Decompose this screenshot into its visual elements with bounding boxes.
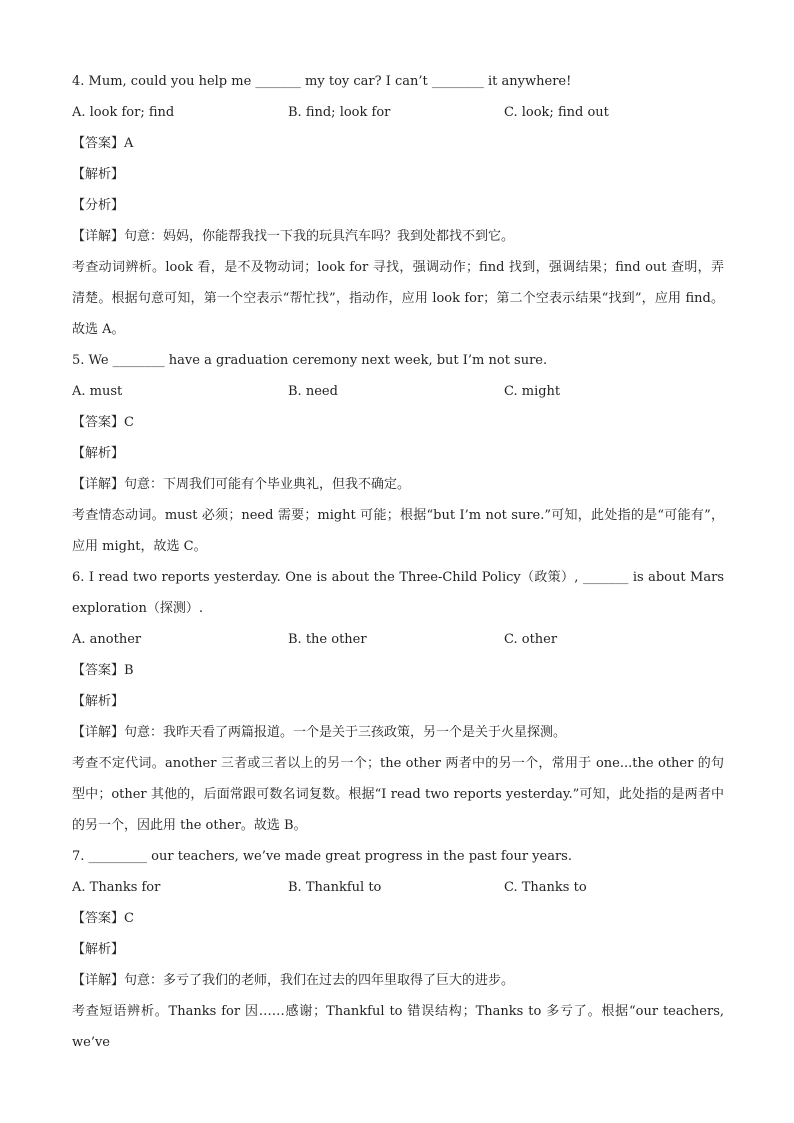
detail-text: 句意：我昨天看了两篇报道。一个是关于三孩政策，另一个是关于火星探测。 [124, 725, 567, 740]
answer-value: A [124, 136, 134, 151]
question-6-stem: 6. I read two reports yesterday. One is about the Three-Child Policy（政策）, _______ is about Mars exploration（探测）. [72, 570, 724, 616]
question-7-stem: 7. _________ our teachers, we’ve made great progress in the past four years. [72, 849, 572, 864]
detail-tag: 【详解】 [72, 973, 125, 988]
detail-text: 句意：妈妈，你能帮我找一下我的玩具汽车吗？我到处都找不到它。 [124, 229, 515, 244]
detail-tag: 【详解】 [72, 477, 125, 492]
explanation-text: 考查情态动词。must 必须；need 需要；might 可能；根据“but I’m not sure.”可知，此处指的是“可能有”，应用 might，故选 C。 [72, 508, 724, 554]
question-6-options [72, 624, 724, 655]
question-5-options [72, 376, 724, 407]
document-page [72, 66, 724, 1058]
answer-line [72, 655, 724, 686]
option-b: B. need [288, 384, 338, 399]
question-5-stem: 5. We ________ have a graduation ceremony next week, but I’m not sure. [72, 353, 548, 368]
detail-line [72, 221, 724, 252]
detail-text: 句意：多亏了我们的老师，我们在过去的四年里取得了巨大的进步。 [124, 973, 515, 988]
answer-line [72, 903, 724, 934]
answer-tag: 【答案】 [72, 663, 125, 678]
explanation-text: 考查动词辨析。look 看，是不及物动词；look for 寻找，强调动作；find 找到，强调结果；find out 查明，弄清楚。根据句意可知，第一个空表示“帮忙找”，指动作，应用 look for；第二个空表示结果“找到”，应用 find。故选 A。 [72, 260, 724, 337]
option-c: C. look; find out [504, 105, 609, 120]
fenxi-tag: 【分析】 [72, 198, 125, 213]
option-b: B. the other [288, 632, 367, 647]
answer-value: C [124, 911, 134, 926]
analysis-tag: 【解析】 [72, 942, 125, 957]
answer-value: B [124, 663, 134, 678]
question-7-options [72, 872, 724, 903]
detail-tag: 【详解】 [72, 725, 125, 740]
question-4-options [72, 97, 724, 128]
analysis-tag: 【解析】 [72, 446, 125, 461]
detail-tag: 【详解】 [72, 229, 125, 244]
option-a: A. must [72, 384, 123, 399]
option-a: A. another [72, 632, 142, 647]
answer-tag: 【答案】 [72, 415, 125, 430]
option-a: A. look for; find [72, 105, 175, 120]
detail-line [72, 469, 724, 500]
question-4-stem: 4. Mum, could you help me _______ my toy car? I can’t ________ it anywhere! [72, 74, 572, 89]
explanation-text: 考查不定代词。another 三者或三者以上的另一个；the other 两者中的另一个，常用于 one...the other 的句型中；other 其他的，后面常跟可数名词复数。根据“I read two reports yesterday.”可知，此处指的是两者中的另一个，因此用 the other。故选 B。 [72, 756, 724, 833]
option-a: A. Thanks for [72, 880, 161, 895]
detail-text: 句意：下周我们可能有个毕业典礼，但我不确定。 [124, 477, 411, 492]
option-c: C. other [504, 632, 558, 647]
answer-line [72, 407, 724, 438]
option-c: C. might [504, 384, 561, 399]
explanation-text: 考查短语辨析。Thanks for 因……感谢；Thankful to 错误结构；Thanks to 多亏了。根据“our teachers, we’ve [72, 1004, 724, 1050]
answer-tag: 【答案】 [72, 136, 125, 151]
answer-line [72, 128, 724, 159]
answer-tag: 【答案】 [72, 911, 125, 926]
analysis-tag: 【解析】 [72, 167, 125, 182]
analysis-tag: 【解析】 [72, 694, 125, 709]
option-b: B. Thankful to [288, 880, 382, 895]
option-b: B. find; look for [288, 105, 391, 120]
option-c: C. Thanks to [504, 880, 587, 895]
detail-line [72, 965, 724, 996]
answer-value: C [124, 415, 134, 430]
detail-line [72, 717, 724, 748]
